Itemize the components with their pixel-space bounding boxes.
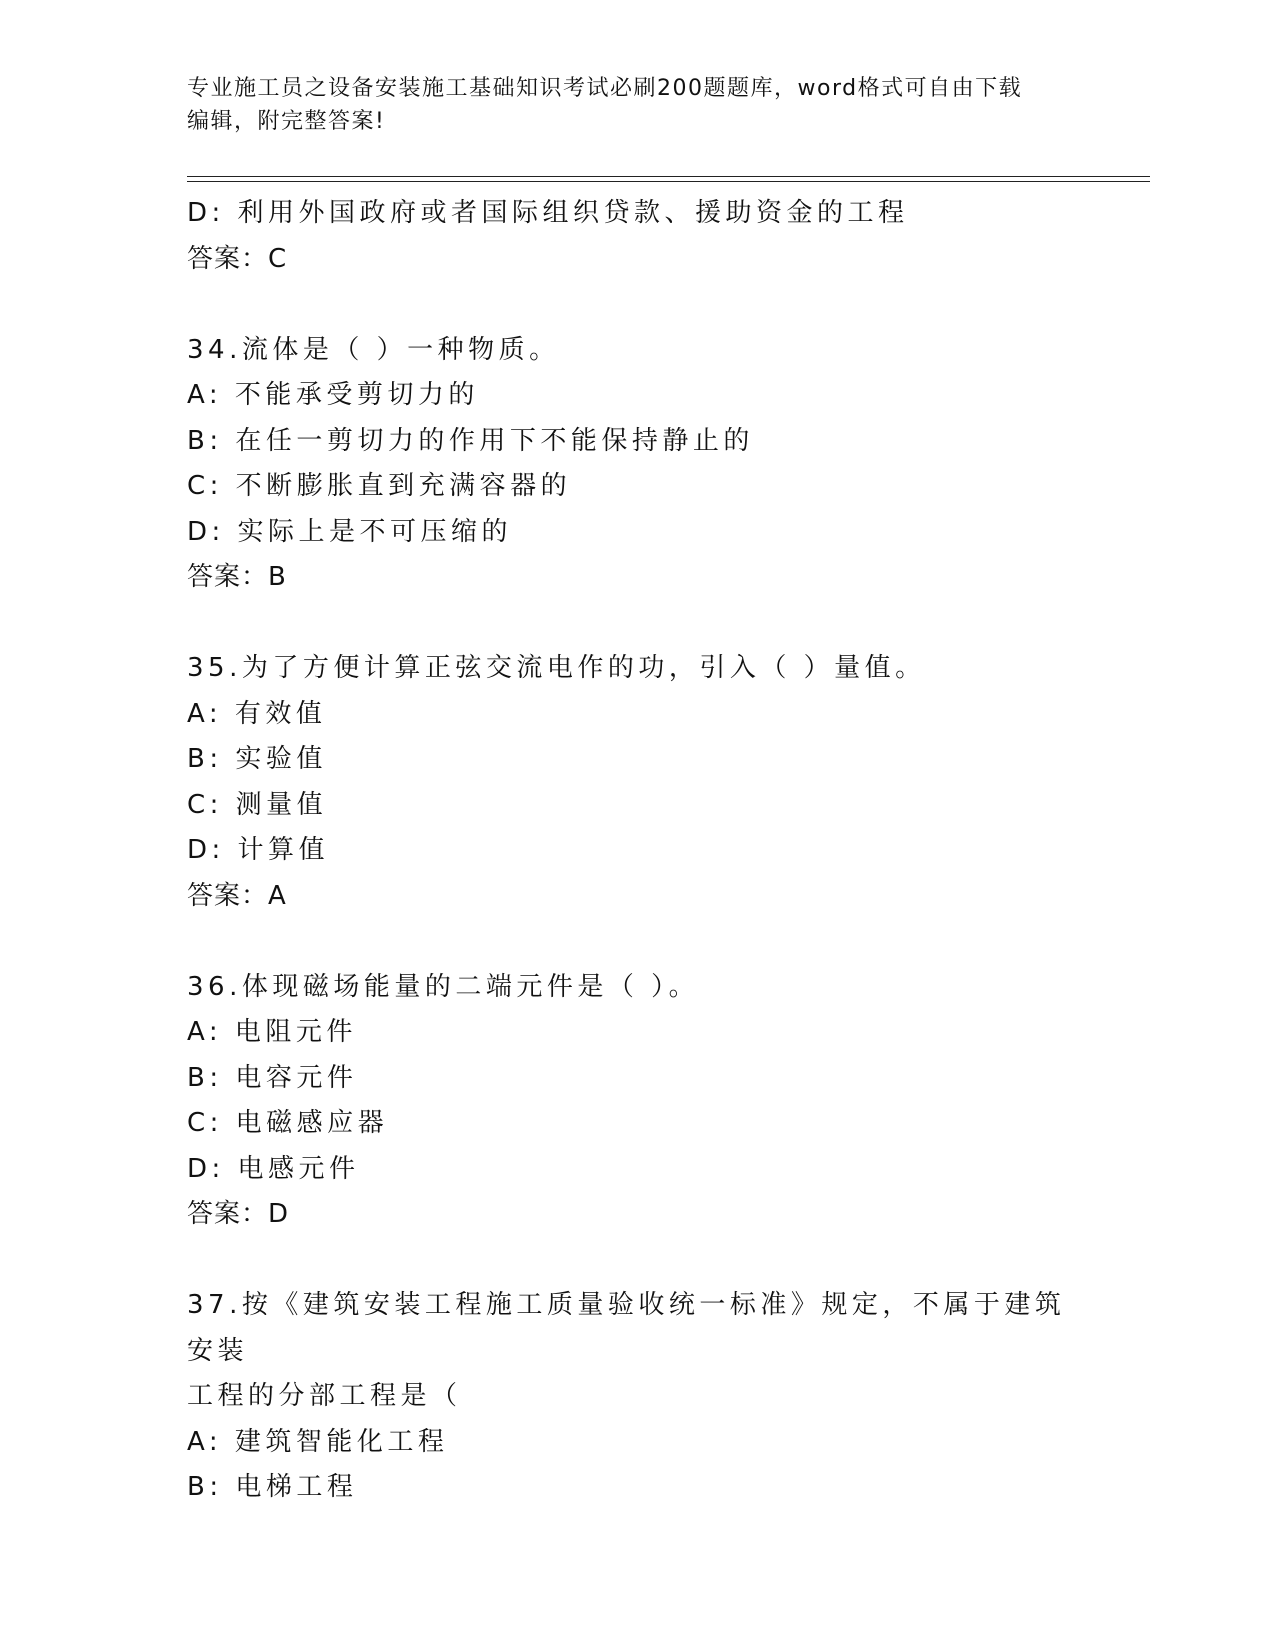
- spacer: [187, 601, 1087, 647]
- question-35-option-a: A: 有效值: [187, 698, 327, 729]
- spacer: [187, 919, 1087, 965]
- question-36-option-d: D: 电感元件: [187, 1153, 360, 1184]
- question-34-option-c: C: 不断膨胀直到充满容器的: [187, 471, 572, 501]
- question-35-option-d: D: 计算值: [187, 835, 330, 865]
- question-33-option-d: D: 利用外国政府或者国际组织贷款、援助资金的工程: [187, 198, 909, 228]
- header-title-line-2: 编辑，附完整答案!: [187, 109, 386, 134]
- question-35-answer: 答案：A: [187, 880, 287, 911]
- question-37-option-b: B: 电梯工程: [187, 1472, 358, 1502]
- spacer: [187, 1238, 1087, 1284]
- header-divider-bottom: [187, 181, 1150, 182]
- spacer: [187, 282, 1087, 328]
- question-34-option-a: A: 不能承受剪切力的: [187, 380, 479, 410]
- header-title-line-1: 专业施工员之设备安装施工基础知识考试必刷200题题库，word格式可自由下载: [187, 76, 1023, 101]
- question-37-stem-line-2: 工程的分部工程是（: [187, 1381, 462, 1411]
- question-35-option-b: B: 实验值: [187, 744, 327, 774]
- question-36: [187, 965, 1087, 1238]
- header-divider-top: [187, 176, 1150, 177]
- question-35-stem: 35.为了方便计算正弦交流电作的功，引入（ ）量值。: [187, 653, 926, 683]
- question-36-option-c: C: 电磁感应器: [187, 1108, 389, 1138]
- question-34: [187, 328, 1087, 601]
- question-37: [187, 1283, 1087, 1511]
- question-37-stem-line-1: 37.按《建筑安装工程施工质量验收统一标准》规定，不属于建筑安装: [187, 1290, 1066, 1366]
- question-36-answer: 答案：D: [187, 1199, 290, 1229]
- question-34-stem: 34.流体是（ ）一种物质。: [187, 334, 560, 365]
- document-header: [187, 72, 1087, 138]
- question-34-option-b: B: 在任一剪切力的作用下不能保持静止的: [187, 425, 754, 456]
- question-33-answer: 答案：C: [187, 243, 288, 274]
- question-34-answer: 答案：B: [187, 562, 287, 592]
- question-list: [187, 191, 1087, 1511]
- question-35-option-c: C: 测量值: [187, 789, 328, 820]
- question-37-option-a: A: 建筑智能化工程: [187, 1426, 449, 1457]
- question-36-stem: 36.体现磁场能量的二端元件是（ ）。: [187, 971, 700, 1002]
- question-35: [187, 646, 1087, 919]
- question-36-option-b: B: 电容元件: [187, 1062, 358, 1093]
- question-34-option-d: D: 实际上是不可压缩的: [187, 516, 513, 547]
- question-36-option-a: A: 电阻元件: [187, 1017, 357, 1047]
